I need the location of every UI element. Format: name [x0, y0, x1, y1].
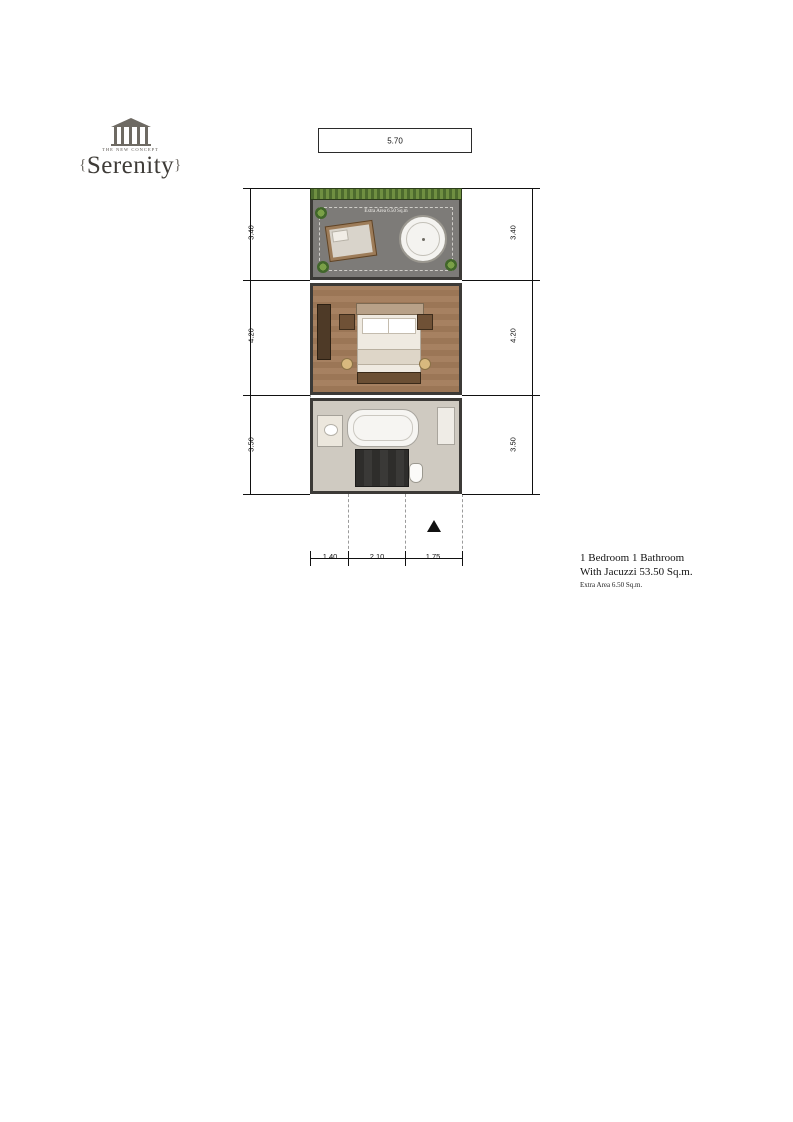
bed-pillow-right	[388, 318, 416, 334]
palm-plant-icon	[445, 259, 457, 271]
left-leader	[250, 494, 310, 495]
bottom-dimension-label-1: 1.40	[322, 552, 338, 561]
terrace-area-label: Extra Area 6.50 Sq.m	[364, 209, 408, 214]
vanity-furniture	[317, 415, 343, 447]
bed-pillow-left	[362, 318, 390, 334]
hedge-planter	[310, 188, 462, 200]
top-width-dimension	[318, 128, 472, 153]
plan-caption	[580, 551, 770, 589]
left-dimension-label-3: 3.50	[246, 437, 256, 452]
jacuzzi-tub	[399, 215, 447, 263]
bottom-dimension-label-3: 1.75	[425, 552, 441, 561]
shower-area	[355, 449, 409, 487]
bottom-dimension-label-2: 2.10	[369, 552, 385, 561]
right-dimension-label-2: 4.20	[508, 328, 518, 343]
bathroom-area	[310, 398, 462, 494]
temple-icon	[103, 118, 159, 146]
caption-line-1: 1 Bedroom 1 Bathroom	[580, 552, 685, 564]
entrance-arrow-icon	[427, 520, 441, 532]
floor-lamp-left	[341, 358, 353, 370]
bed-headboard	[356, 303, 424, 315]
palm-plant-icon	[315, 207, 327, 219]
nightstand-right	[417, 314, 433, 330]
right-leader	[462, 280, 532, 281]
caption-line-3: Extra Area 6.50 Sq.m.	[580, 581, 643, 589]
jacuzzi-drain	[422, 238, 425, 241]
bed-furniture	[357, 312, 421, 376]
bathtub-inner	[353, 415, 413, 441]
nightstand-left	[339, 314, 355, 330]
logo-brandname	[79, 152, 182, 179]
bathtub-fixture	[347, 409, 419, 447]
daybed-furniture	[325, 220, 378, 262]
left-leader	[250, 395, 310, 396]
wash-basin	[324, 424, 338, 436]
left-leader	[250, 280, 310, 281]
left-dimension-label-2: 4.20	[246, 328, 256, 343]
logo-swash-right: }	[174, 157, 182, 173]
tv-console-furniture	[357, 372, 421, 384]
palm-plant-icon	[317, 261, 329, 273]
temple-columns-icon	[114, 127, 148, 144]
bottom-dim-tick	[310, 551, 311, 566]
top-width-dimension-label: 5.70	[387, 136, 403, 145]
wardrobe-furniture	[317, 304, 331, 360]
floor-plan	[240, 120, 550, 580]
caption-line-2: With Jacuzzi 53.50 Sq.m.	[580, 566, 693, 578]
right-dimension-label-3: 3.50	[508, 437, 518, 452]
right-dimension-line	[532, 188, 533, 494]
right-leader	[462, 395, 532, 396]
temple-base-icon	[111, 144, 151, 146]
right-leader	[462, 494, 532, 495]
logo-swash-left: {	[79, 157, 87, 173]
floor-lamp-right	[419, 358, 431, 370]
bedroom-area	[310, 283, 462, 395]
logo-tagline: THE NEW CONCEPT	[102, 147, 159, 152]
left-dimension-label-1: 3.40	[246, 225, 256, 240]
terrace-area	[310, 188, 462, 280]
bottom-dim-tick	[462, 551, 463, 566]
left-leader	[250, 188, 310, 189]
temple-roof-icon	[111, 118, 151, 127]
bottom-dim-tick	[348, 551, 349, 566]
guide-line-right	[462, 494, 463, 554]
guide-line-2	[405, 494, 406, 554]
logo-brand-text: Serenity	[86, 152, 175, 179]
guide-line-1	[348, 494, 349, 554]
closet-storage	[437, 407, 455, 445]
brand-logo	[68, 118, 193, 180]
right-leader	[462, 188, 532, 189]
daybed-pillow	[332, 229, 349, 242]
toilet-fixture	[409, 463, 423, 483]
right-dimension-label-1: 3.40	[508, 225, 518, 240]
bed-runner	[358, 349, 420, 365]
